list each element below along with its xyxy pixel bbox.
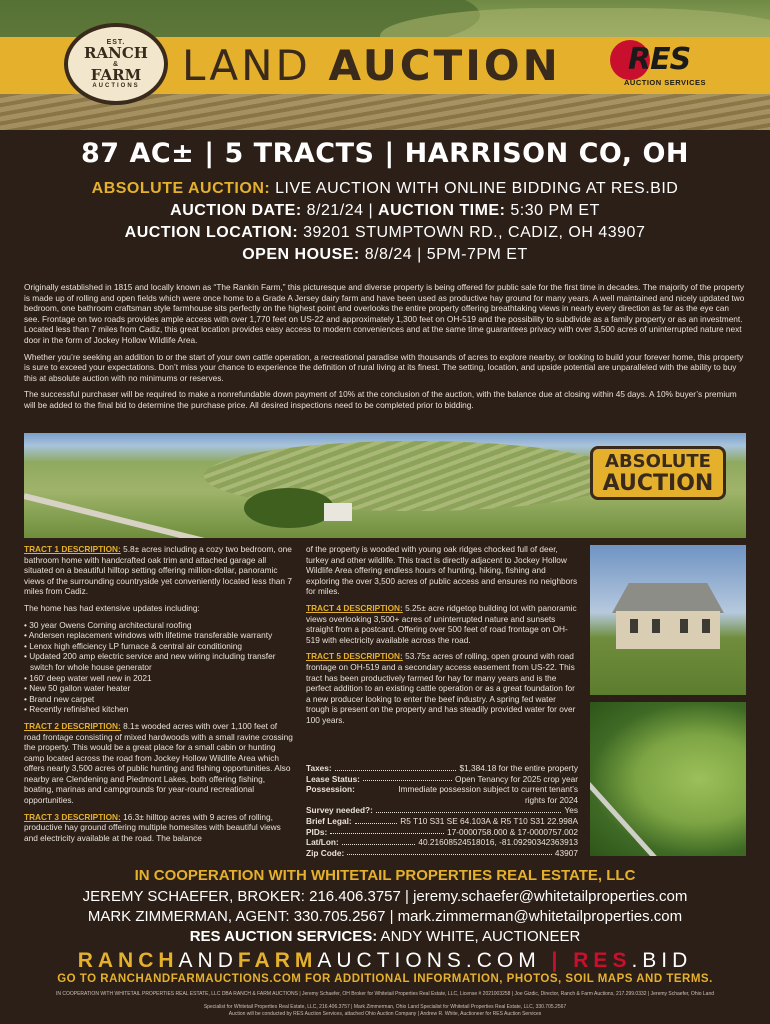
legal-row: Brief Legal: R5 T10 S31 SE 64.103A & R5 T10 S31 22.998A — [306, 815, 578, 826]
pids-row: PIDs: 17-0000758.000 & 17-0000757.002 — [306, 826, 578, 837]
intro-paragraph-1: Originally established in 1815 and locally known as “The Rankin Farm,” this picturesque and diverse property is being offered for public sale for the first time in decades. The majority of the property is made up of rolling and open fields which were once home to a Grade A Jersey dairy farm and have been used as productive hay ground for many years. A well maintained and nicely updated two bedroom, one bathroom craftsman style farmhouse sits perfectly on the highest point and overlooks the entire property offering breathtaking views in nearly every direction as far as the eye can see. Frontage on two roads provides ample access with over 1,770 feet on US-22 and approximately 1,300 feet on OH-519 and the possibility to subdivide as a family property or as an investment. Located less than 7 miles from Cadiz, this great location provides easy access to modern conveniences and at the same time guarantees privacy with over 3,500 acres of uninterrupted nature next door in the form of Jockey Hollow Wildlife Area. — [24, 282, 745, 345]
auction-location-line: AUCTION LOCATION: 39201 STUMPTOWN RD., CADIZ, OH 43907 — [124, 224, 646, 241]
latlon-row: Lat/Lon: 40.21608524518016, -81.09290342363913 — [306, 837, 578, 848]
left-column: TRACT 1 DESCRIPTION: 5.8± acres including a cozy two bedroom, one bathroom home with handcrafted oak trim and attached garage all situated on a beautiful hilltop setting offering million-dollar, panoramic views of the surrounding countryside yet conveniently located less than 7 miles from Cadiz. The home has had extensive updates including: • 30 year Owens Corning architectural roofing • Andersen replacement windows with lifetime transferable warranty • Lenox high efficiency LP furnace & central air conditioning • Updated 200 amp electric service and new wiring including transfer switch for whole house generator • 160’ deep water well new in 2021 • New 50 gallon water heater • Brand new carpet • Recently refinished kitchen TRACT 2 DESCRIPTION: 8.1± wooded acres with over 1,100 feet of road frontage consisting of mixed hardwoods with a small ravine crossing the property. This would be a great place for a small cabin or hunting camp located across the road from Jockey Hollow Wildlife Area which offers nearly 3,500 acres of public hunting and fishing opportunities. Also nearby are Clendening and Piedmont Lakes, both offering fishing, boating, marinas and campgrounds for year-round recreational opportunities. TRACT 3 DESCRIPTION: 16.3± hilltop acres with 9 acres of rolling, productive hay ground offering multiple homesites with beautiful views and electricity available at the road. The balance — [24, 544, 293, 843]
list-item: • Brand new carpet — [24, 693, 95, 704]
auction-type-line: ABSOLUTE AUCTION: LIVE AUCTION WITH ONLINE BIDDING AT RES.BID — [91, 180, 679, 197]
fine-print-3: Auction will be conducted by RES Auction Services, attached Ohio Auction Company | Andrew R. White, Auctioneer for RES Auction Services — [228, 1011, 542, 1017]
possession-row: Possession: Immediate possession subject to current tenant’s — [306, 784, 578, 795]
res-auction-services-logo: RES AUCTION SERVICES — [610, 40, 722, 92]
auctioneer-line: RES AUCTION SERVICES: ANDY WHITE, AUCTIONEER — [189, 928, 581, 945]
possession-row-cont: rights for 2024 — [524, 794, 578, 805]
broker-contact: JEREMY SCHAEFER, BROKER: 216.406.3757 | jeremy.schaefer@whitetailproperties.com — [82, 888, 688, 905]
zip-row: Zip Code: 43907 — [306, 847, 578, 858]
page-title: LAND AUCTION — [182, 41, 561, 90]
cooperation-heading: IN COOPERATION WITH WHITETAIL PROPERTIES REAL ESTATE, LLC — [134, 867, 636, 884]
taxes-row: Taxes: $1,384.18 for the entire property — [306, 763, 578, 773]
intro-paragraph-2: Whether you’re seeking an addition to or the start of your own cattle operation, a recreational paradise with thousands of acres to explore nearby, or looking to build your forever home, this property is sure to exceed your expectations. Don’t miss your chance to experience the definition of rural living at its finest. The setting, location, and upside potential are unparalleled with the ability to buy this at absolute auction with no minimums or reserves. — [24, 351, 744, 383]
list-item: • Updated 200 amp electric service and new wiring including transfer switch for whole house generator — [24, 651, 276, 672]
property-description — [24, 282, 746, 417]
headline: 87 AC± | 5 TRACTS | HARRISON CO, OH — [81, 138, 689, 169]
tract-3-heading: TRACT 3 DESCRIPTION: — [24, 811, 121, 822]
tract-5-heading: TRACT 5 DESCRIPTION: — [306, 651, 403, 662]
list-item: • New 50 gallon water heater — [24, 683, 131, 694]
tract-4-heading: TRACT 4 DESCRIPTION: — [306, 602, 403, 613]
aerial-field-photo — [590, 702, 746, 856]
fine-print-2: Specialist for Whitetail Properties Real Estate, LLC, 216.406.3757 | Mark Zimmerman, Ohio Land Specialist for Whitetail Properties Real Estate, LLC, 330.705.2567 — [203, 1004, 567, 1010]
property-details — [306, 763, 578, 858]
more-info-line: GO TO RANCHANDFARMAUCTIONS.COM FOR ADDITIONAL INFORMATION, PHOTOS, SOIL MAPS AND TERMS. — [57, 973, 713, 985]
list-item: • Recently refinished kitchen — [24, 704, 129, 715]
list-item: • 30 year Owens Corning architectural roofing — [24, 619, 192, 630]
updates-list — [24, 620, 294, 715]
farmhouse-photo — [590, 545, 746, 695]
intro-paragraph-3: The successful purchaser will be required to make a nonrefundable down payment of 10% at the conclusion of the auction, with the balance due at closing within 45 days. A 10% buyer’s premium will be added to the final bid to determine the purchase price. All desired inspections need to be completed prior to bidding. — [24, 389, 737, 410]
updates-intro: The home has had extensive updates including: — [24, 602, 200, 613]
auction-date-time-line: AUCTION DATE: 8/21/24 | AUCTION TIME: 5:30 PM ET — [170, 202, 600, 219]
tract-3-continued: of the property is wooded with young oak ridges chocked full of deer, turkey and other wildlife. This tract is directly adjacent to Jockey Hollow Wildlife Area offering endless hours of hunting, hiking, fishing and exploring the over 3,500 acres of public access and ensures no neighbors for miles. — [306, 544, 578, 597]
fine-print-1: IN COOPERATION WITH WHITETAIL PROPERTIES REAL ESTATE, LLC DBA RANCH & FARM AUCTIONS | Jeremy Schaefer, OH Broker for Whitetail Properties Real Estate, LLC, License # 2021003258 | Joe Gizdic, Director, Ranch & Farm Auctions, 217.299.0332 | Jeremy Schaefer, Ohio Land — [55, 991, 715, 997]
ranch-farm-auctions-logo: EST. RANCH & FARM AUCTIONS — [64, 23, 168, 105]
tract-1-heading: TRACT 1 DESCRIPTION: — [24, 544, 121, 554]
list-item: • 160’ deep water well new in 2021 — [24, 672, 152, 683]
list-item: • Andersen replacement windows with lifetime transferable warranty — [24, 630, 273, 641]
website-banner: RANCHANDFARMAUCTIONS.COM | RES.BID — [77, 949, 693, 972]
open-house-line: OPEN HOUSE: 8/8/24 | 5PM-7PM ET — [242, 246, 528, 263]
tract-2-heading: TRACT 2 DESCRIPTION: — [24, 720, 121, 731]
agent-contact: MARK ZIMMERMAN, AGENT: 330.705.2567 | mark.zimmerman@whitetailproperties.com — [87, 908, 683, 925]
middle-column: of the property is wooded with young oak ridges chocked full of deer, turkey and other wildlife. This tract is directly adjacent to Jockey Hollow Wildlife Area offering endless hours of hunting, hiking, fishing and exploring the over 3,500 acres of public access and ensures no neighbors for miles. TRACT 4 DESCRIPTION: 5.25± acre ridgetop building lot with panoramic views overlooking 3,500+ acres of uninterrupted nature and sunsets straight from a postcard. Offering over 500 feet of road frontage on OH-519 with electricity available across the road. TRACT 5 DESCRIPTION: 53.75± acres of rolling, open ground with road frontage on OH-519 and a secondary access easement from US-22. This tract has been productively farmed for hay for many years and is the perfect addition to an existing cattle operation or as a great foundation for a new producer looking to enter the beef industry. A spring fed water trough is present on the property and has steadily provided water for over 100 years. — [306, 544, 578, 725]
absolute-auction-badge: ABSOLUTE AUCTION — [590, 446, 726, 500]
list-item: • Lenox high efficiency LP furnace & central air conditioning — [24, 640, 242, 651]
lease-row: Lease Status: Open Tenancy for 2025 crop year — [306, 773, 578, 784]
survey-row: Survey needed?: Yes — [306, 805, 578, 816]
